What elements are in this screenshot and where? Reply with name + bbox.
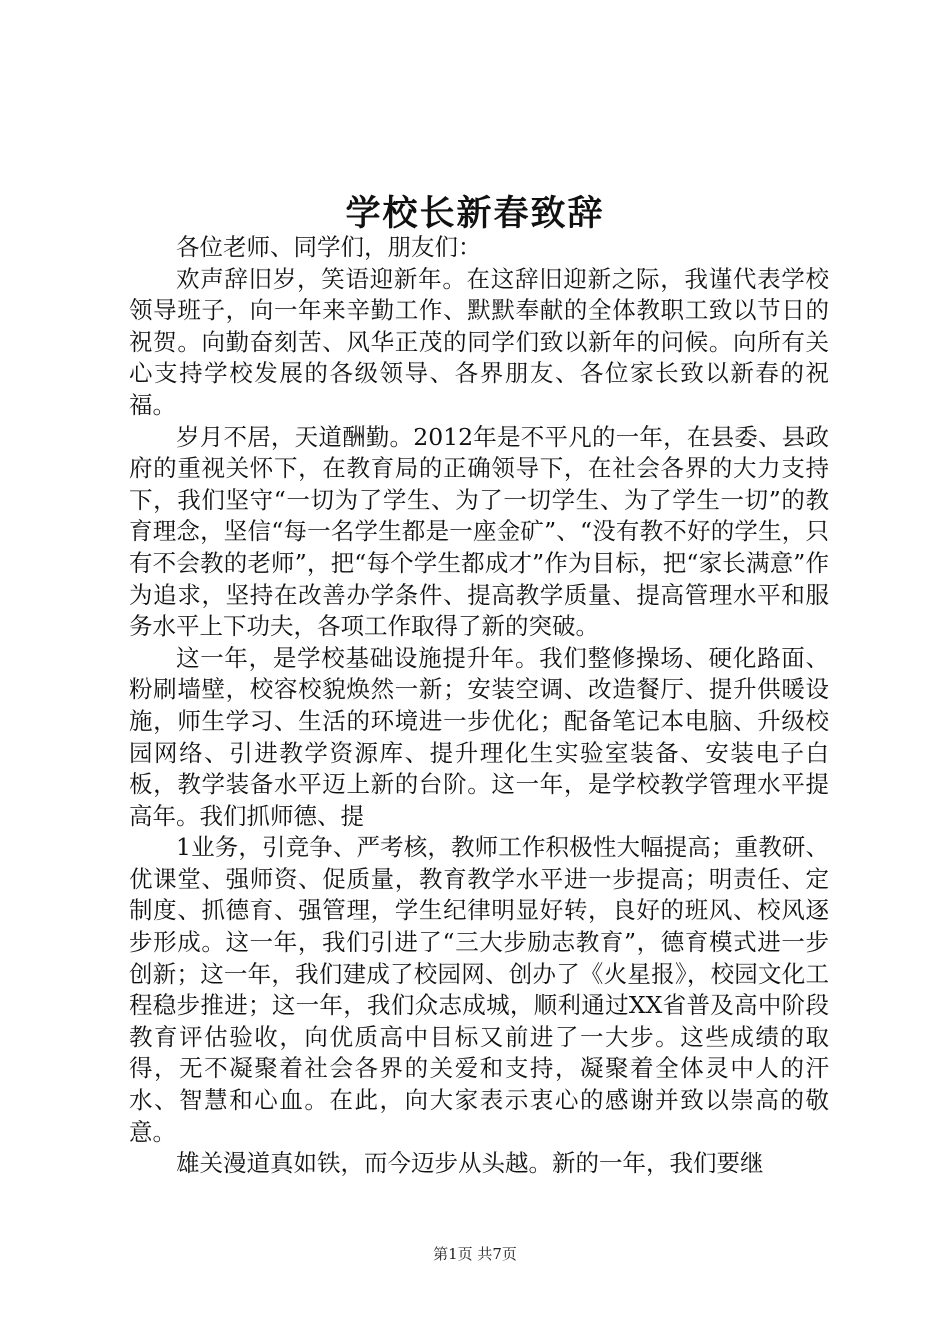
paragraph-achievements: 1业务，引竞争、严考核，教师工作积极性大幅提高；重教研、优课堂、强师资、促质量，教育教学水平进一步提高；明责任、定制度、抓德育、强管理，学生纪律明显好转，良好的班风、校风逐步形成。这一年，我们引进了“三大步励志教育”，德育模式进一步创新；这一年，我们建成了校园网、创办了《火星报》，校园文化工程稳步推进；这一年，我们众志成城，顺利通过XX省普及高中阶段教育评估验收，向优质高中目标又前进了一大步。这些成绩的取得，无不凝聚着社会各界的关爱和支持，凝聚着全体灵中人的汗水、智慧和心血。在此，向大家表示衷心的感谢并致以崇高的敬意。 [129, 833, 829, 1146]
paragraph-infrastructure: 这一年，是学校基础设施提升年。我们整修操场、硬化路面、粉刷墙壁，校容校貌焕然一新；安装空调、改造餐厅、提升供暖设施，师生学习、生活的环境进一步优化；配备笔记本电脑、升级校园网络、引进教学资源库、提升理化生实验室装备、安装电子白板，教学装备水平迈上新的台阶。这一年，是学校教学管理水平提高年。我们抓师德、提 [129, 643, 829, 830]
page-number-footer: 第1页 共7页 [433, 1245, 517, 1263]
paragraph-year-review: 岁月不居，天道酬勤。2012年是不平凡的一年，在县委、县政府的重视关怀下，在教育局的正确领导下，在社会各界的大力支持下，我们坚守“一切为了学生、为了一切学生、为了学生一切”的教育理念，坚信“每一名学生都是一座金矿”、“没有教不好的学生，只有不会教的老师”，把“每个学生都成才”作为目标，把“家长满意”作为追求，坚持在改善办学条件、提高教学质量、提高管理水平和服务水平上下功夫，各项工作取得了新的突破。 [129, 422, 829, 641]
paragraph-salutation: 各位老师、同学们，朋友们： [176, 233, 482, 261]
paragraph-new-year: 雄关漫道真如铁，而今迈步从头越。新的一年，我们要继 [176, 1149, 764, 1178]
paragraph-greeting: 欢声辞旧岁，笑语迎新年。在这辞旧迎新之际，我谨代表学校领导班子，向一年来辛勤工作、默默奉献的全体教职工致以节日的祝贺。向勤奋刻苦、风华正茂的同学们致以新年的问候。向所有关心支持学校发展的各级领导、各界朋友、各位家长致以新春的祝福。 [129, 264, 829, 419]
document-title: 学校长新春致辞 [345, 193, 605, 234]
document-body [129, 232, 829, 1180]
